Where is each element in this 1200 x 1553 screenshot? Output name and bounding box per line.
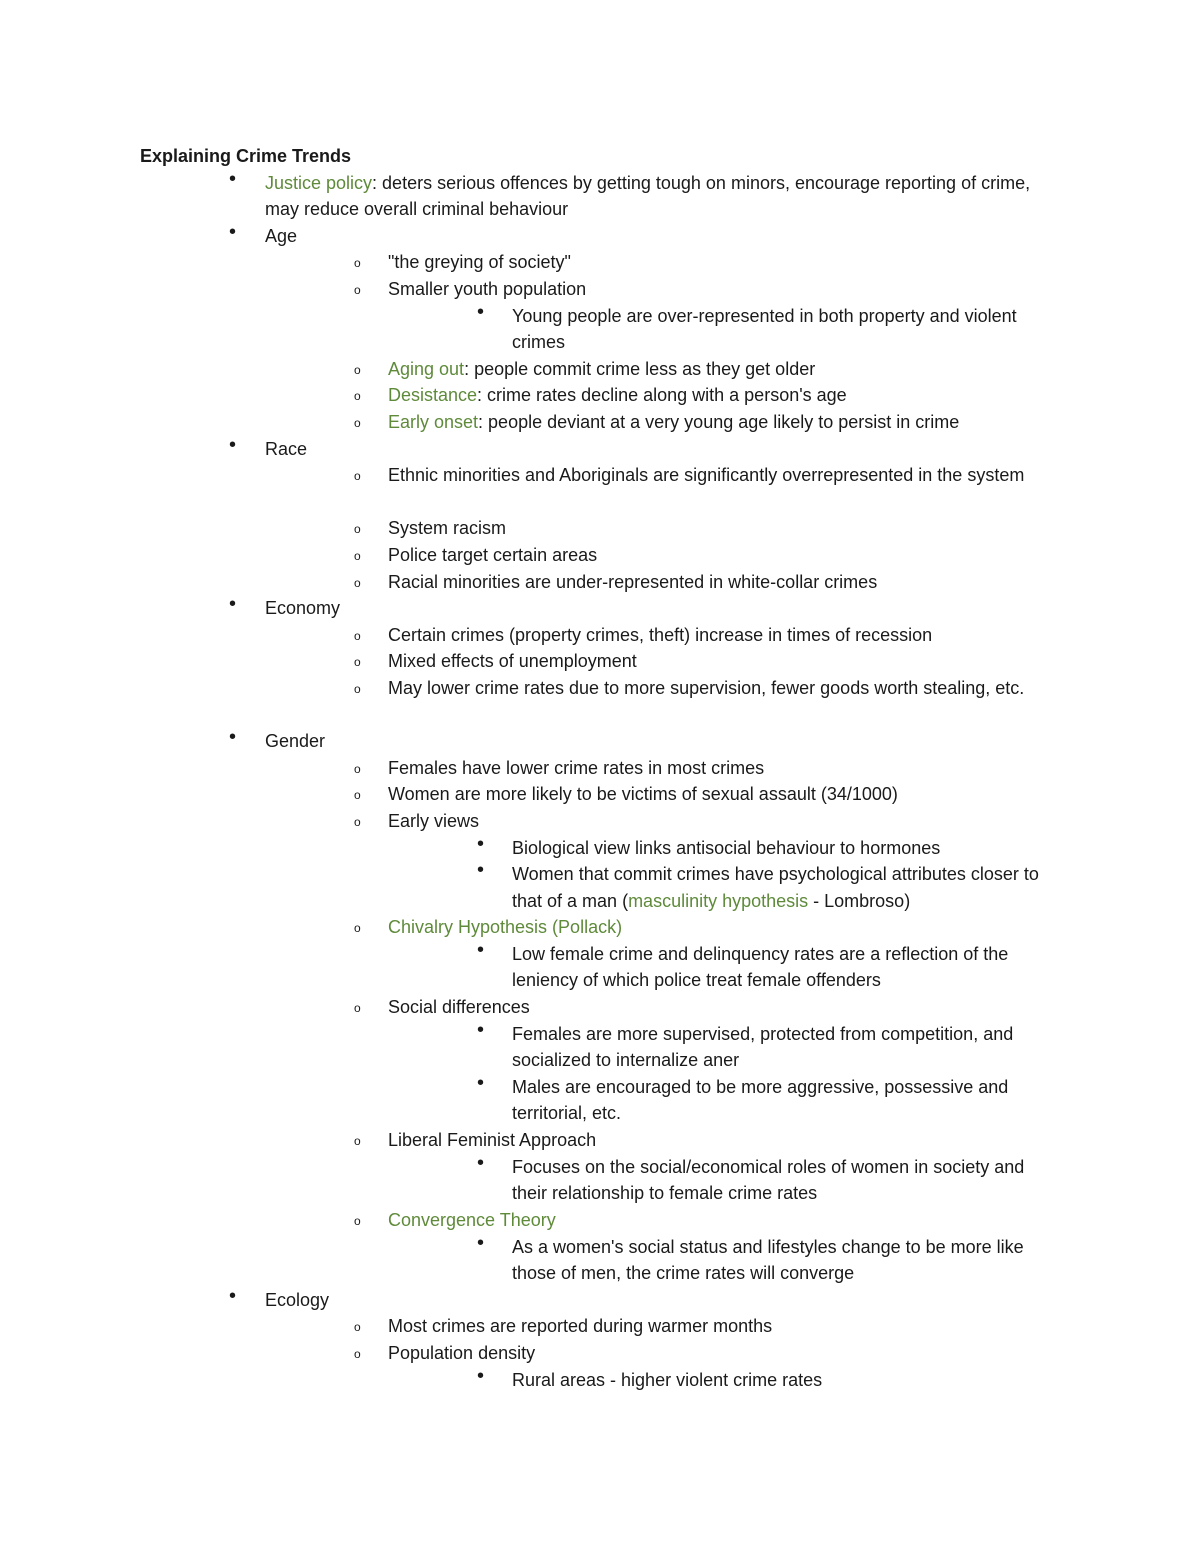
list-item-text: [388, 249, 1063, 276]
bullet-icon: •: [229, 433, 237, 456]
list-item-text: [388, 755, 1063, 782]
list-item-level-2: [354, 462, 1063, 489]
bullet-icon: •: [477, 938, 485, 961]
item-text: "the greying of society": [388, 252, 571, 273]
bullet-icon: •: [477, 1151, 485, 1174]
item-text: Young people are over-represented in both property and violent crimes: [512, 305, 1017, 353]
item-text: Biological view links antisocial behaviour to hormones: [512, 837, 941, 858]
item-text: System racism: [388, 518, 507, 539]
hollow-bullet-icon: o: [354, 1213, 361, 1228]
hollow-bullet-icon: o: [354, 921, 361, 936]
item-text: Racial minorities are under-represented in white-collar crimes: [388, 571, 878, 592]
list-item-text: [388, 1313, 1063, 1340]
bullet-icon: •: [477, 1071, 485, 1094]
list-item-text: [388, 462, 1063, 489]
hollow-bullet-icon: o: [354, 1346, 361, 1361]
bullet-icon: •: [477, 832, 485, 855]
list-item-text: [512, 1154, 1064, 1207]
list-item-level-2: [354, 515, 1063, 542]
list-item-level-3: [477, 1151, 1064, 1207]
highlighted-term: masculinity hypothesis: [628, 890, 809, 911]
hollow-bullet-icon: o: [354, 548, 361, 563]
list-item-level-3: [477, 1018, 1064, 1074]
list-item-level-2: [354, 808, 1063, 835]
list-item-level-2: [354, 1340, 1063, 1367]
list-item-text: [388, 382, 1063, 409]
hollow-bullet-icon: o: [354, 788, 361, 803]
list-item-level-2: [354, 249, 1063, 276]
list-item-level-1: [229, 726, 1065, 755]
item-text: Rural areas - higher violent crime rates: [512, 1369, 823, 1390]
list-item-text: [265, 1287, 1065, 1314]
list-item-text: [388, 808, 1063, 835]
list-item-text: [265, 728, 1065, 755]
item-text: Social differences: [388, 997, 530, 1018]
item-text-rest: : deters serious offences by getting tough on minors, encourage reporting of crime, may reduce overall criminal behaviour: [265, 172, 1031, 220]
list-item-level-3: [477, 938, 1064, 994]
list-item-text: [388, 675, 1063, 702]
highlighted-term: Desistance: [388, 385, 478, 406]
hollow-bullet-icon: o: [354, 469, 361, 484]
item-text: Mixed effects of unemployment: [388, 651, 637, 672]
hollow-bullet-icon: o: [354, 681, 361, 696]
hollow-bullet-icon: o: [354, 282, 361, 297]
hollow-bullet-icon: o: [354, 1001, 361, 1016]
list-item-text: [388, 622, 1063, 649]
list-item-text: [388, 1127, 1063, 1154]
bullet-icon: •: [477, 1018, 485, 1041]
list-item-text: [388, 409, 1063, 436]
list-item-level-2: [354, 1313, 1063, 1340]
item-text: May lower crime rates due to more supervision, fewer goods worth stealing, etc.: [388, 677, 1025, 698]
bullet-icon: •: [229, 167, 237, 190]
list-item-level-2: [354, 648, 1063, 675]
list-item-level-3: [477, 859, 1064, 914]
list-item-text: [388, 781, 1063, 808]
item-text-rest: : people deviant at a very young age likely to persist in crime: [478, 411, 960, 432]
list-item-level-2: [354, 276, 1063, 303]
item-text: Certain crimes (property crimes, theft) increase in times of recession: [388, 624, 933, 645]
bullet-icon: •: [477, 1231, 485, 1254]
item-text: Smaller youth population: [388, 278, 587, 299]
list-item-level-3: [477, 1231, 1064, 1287]
item-text: Females have lower crime rates in most crimes: [388, 757, 765, 778]
bullet-icon: •: [477, 300, 485, 323]
hollow-bullet-icon: o: [354, 389, 361, 404]
item-text: Ethnic minorities and Aboriginals are significantly overrepresented in the system: [388, 465, 1025, 486]
bullet-icon: •: [229, 726, 237, 749]
hollow-bullet-icon: o: [354, 522, 361, 537]
list-item-level-2: [354, 569, 1063, 596]
item-text: Age: [265, 225, 298, 246]
list-item-text: [512, 1234, 1064, 1287]
list-item-text: [388, 914, 1063, 941]
hollow-bullet-icon: o: [354, 575, 361, 590]
list-item-text: [265, 595, 1065, 622]
list-item-text: [512, 303, 1064, 356]
bullet-icon: •: [229, 593, 237, 616]
item-text: Police target certain areas: [388, 544, 598, 565]
bullet-icon: •: [477, 859, 485, 882]
list-item-text: [265, 436, 1065, 463]
item-text: Low female crime and delinquency rates are a reflection of the leniency of which police treat female offenders: [512, 943, 1009, 991]
list-item-level-2: [354, 781, 1063, 808]
list-item-text: [512, 1367, 1064, 1394]
list-item-text: [388, 515, 1063, 542]
item-text: Females are more supervised, protected from competition, and socialized to internalize aner: [512, 1023, 1014, 1071]
list-item-text: [512, 1021, 1064, 1074]
list-item-text: [388, 994, 1063, 1021]
list-item-text: [388, 1207, 1063, 1234]
list-item-level-2: [354, 542, 1063, 569]
item-text: Focuses on the social/economical roles of women in society and their relationship to female crime rates: [512, 1156, 1025, 1204]
item-text-rest: : people commit crime less as they get older: [464, 358, 816, 379]
item-text: Gender: [265, 731, 326, 752]
hollow-bullet-icon: o: [354, 1134, 361, 1149]
bullet-icon: •: [229, 1284, 237, 1307]
list-item-level-1: [229, 1284, 1065, 1314]
hollow-bullet-icon: o: [354, 628, 361, 643]
list-item-level-1: [229, 433, 1065, 463]
highlighted-term: Aging out: [388, 358, 465, 379]
list-item-text: [388, 542, 1063, 569]
list-item-level-3: [477, 1071, 1064, 1127]
hollow-bullet-icon: o: [354, 415, 361, 430]
list-item-text: [512, 941, 1064, 994]
highlighted-term: Convergence Theory: [388, 1209, 556, 1230]
hollow-bullet-icon: o: [354, 814, 361, 829]
list-item-level-2: [354, 356, 1063, 383]
hollow-bullet-icon: o: [354, 256, 361, 271]
item-text: Race: [265, 438, 308, 459]
list-item-text: [512, 835, 1064, 862]
highlighted-term: Early onset: [388, 411, 479, 432]
list-item-level-2: [354, 1207, 1063, 1234]
list-item-level-1: [229, 167, 1065, 223]
hollow-bullet-icon: o: [354, 761, 361, 776]
item-text: Liberal Feminist Approach: [388, 1130, 597, 1151]
bullet-icon: •: [477, 1364, 485, 1387]
item-text: Economy: [265, 598, 341, 619]
item-text-rest: - Lombroso): [808, 890, 911, 911]
highlighted-term: Justice policy: [265, 172, 373, 193]
item-text-prefix: Women that commit crimes have psychological attributes closer to that of a man (: [512, 864, 1039, 911]
hollow-bullet-icon: o: [354, 362, 361, 377]
list-item-level-2: [354, 675, 1063, 702]
item-text: Males are encouraged to be more aggressive, possessive and territorial, etc.: [512, 1076, 1009, 1124]
hollow-bullet-icon: o: [354, 655, 361, 670]
document-title: Explaining Crime Trends: [140, 146, 352, 166]
item-text: Ecology: [265, 1289, 330, 1310]
list-item-text: [512, 861, 1064, 914]
list-item-level-2: [354, 382, 1063, 409]
list-item-text: [265, 170, 1065, 223]
item-text: Early views: [388, 810, 480, 831]
list-item-level-2: [354, 409, 1063, 436]
item-text: Most crimes are reported during warmer months: [388, 1316, 773, 1337]
list-item-level-2: [354, 994, 1063, 1021]
list-item-level-2: [354, 914, 1063, 941]
list-item-level-1: [229, 220, 1065, 250]
list-item-level-3: [477, 832, 1064, 862]
item-text: Women are more likely to be victims of sexual assault (34/1000): [388, 784, 898, 805]
list-item-text: [512, 1074, 1064, 1127]
item-text: As a women's social status and lifestyles change to be more like those of men, the crime rates will converge: [512, 1236, 1024, 1284]
list-item-level-3: [477, 1364, 1064, 1394]
hollow-bullet-icon: o: [354, 1320, 361, 1335]
item-text: Population density: [388, 1342, 536, 1363]
item-text-rest: : crime rates decline along with a person's age: [477, 385, 847, 406]
list-item-text: [388, 276, 1063, 303]
list-item-text: [265, 223, 1065, 250]
list-item-text: [388, 569, 1063, 596]
list-item-text: [388, 648, 1063, 675]
bullet-icon: •: [229, 220, 237, 243]
highlighted-term: Chivalry Hypothesis (Pollack): [388, 917, 623, 938]
list-item-level-2: [354, 1127, 1063, 1154]
list-item-level-3: [477, 300, 1064, 356]
list-item-text: [388, 356, 1063, 383]
list-item-level-1: [229, 593, 1065, 622]
list-item-text: [388, 1340, 1063, 1367]
list-item-level-2: [354, 622, 1063, 649]
list-item-level-2: [354, 755, 1063, 782]
